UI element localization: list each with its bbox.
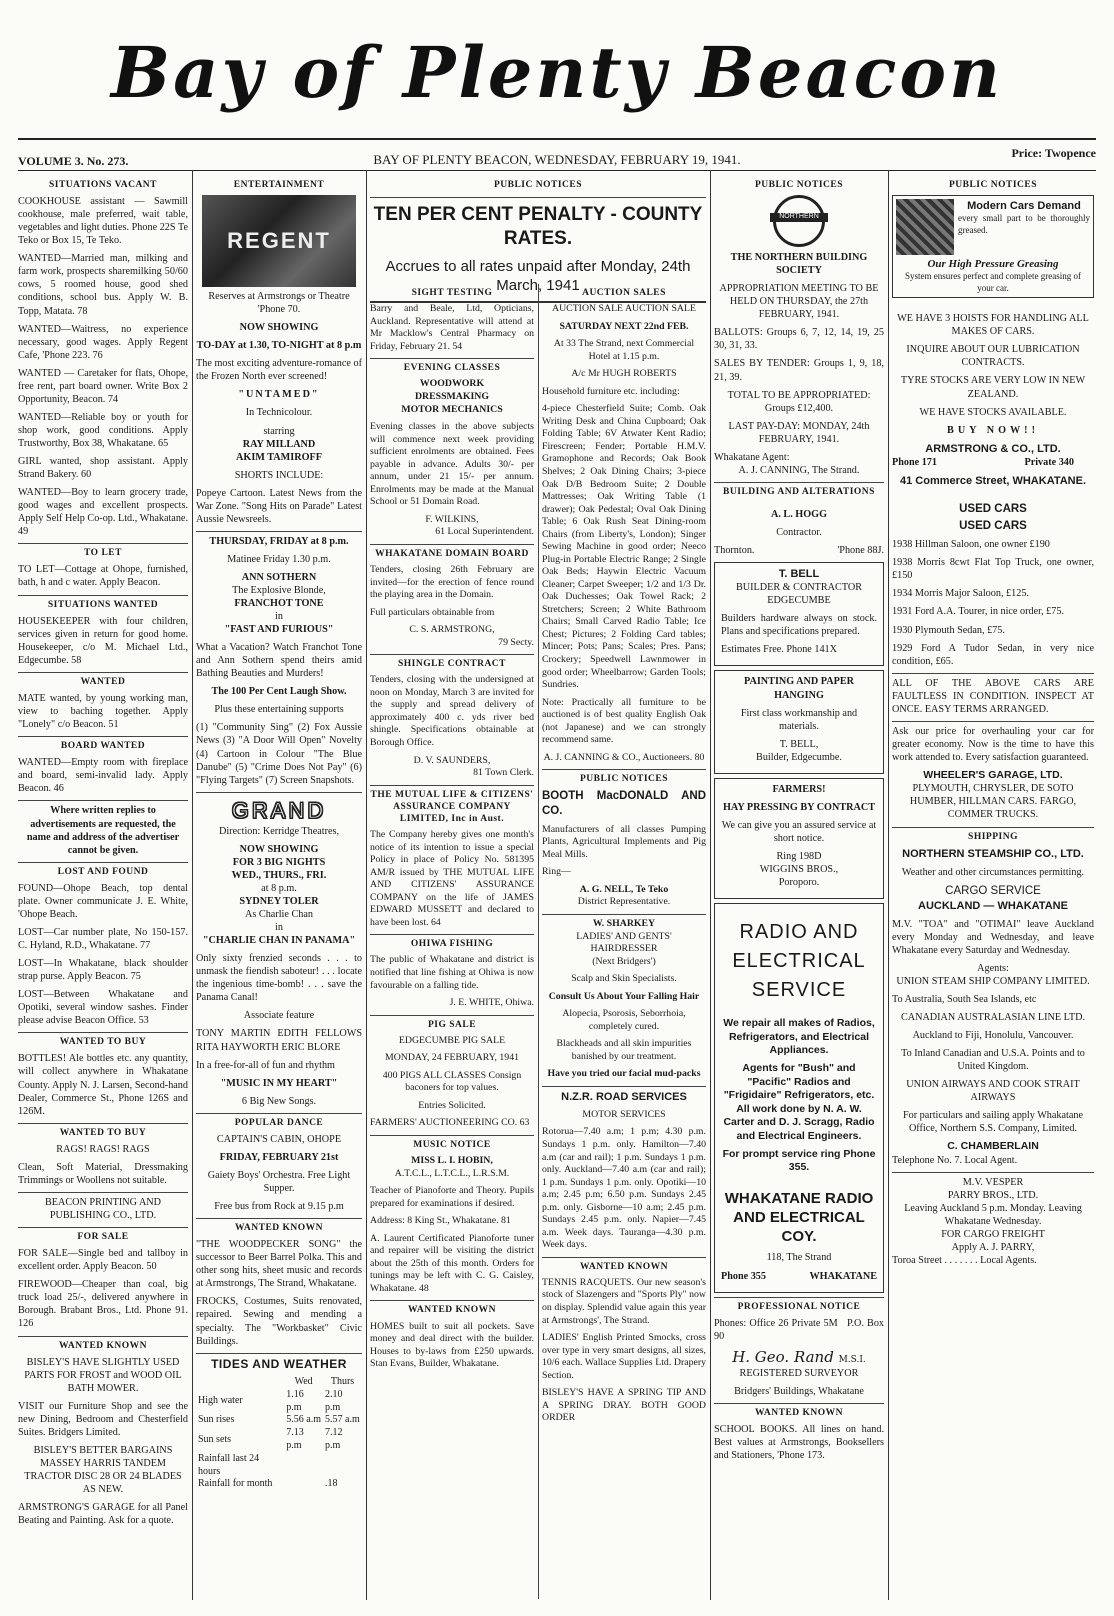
table-row: High water 1.16 p.m 2.10 p.m (198, 1388, 343, 1413)
ad-text: Weather and other circumstances permitting. (901, 866, 1085, 878)
classified-ad: WANTED—Empty room with fireplace and board, semi-invalid lady. Apply Beacon. 46 (18, 757, 188, 795)
classified-ad: FOR SALE—Single bed and tallboy in excellent order. Apply Beacon. 50 (18, 1248, 188, 1273)
notice-text: N.Z.R. ROAD SERVICES (542, 1086, 706, 1104)
notice-text: 61 Local Superintendent. (435, 526, 534, 538)
radio-service-ad: RADIO AND ELECTRICAL SERVICE We repair all makes of Radios, Refrigerators, and Electrical Appliances. Agents for "Bush" and "Pacific" Radios and "Frigidaire" Refrigerators, etc. All work done by N. A. W. Carter and D. J. Scragg, Radio and Electrical Engineers. For prompt service ring Phone 355. WHAKATANE RADIO AND ELECTRICAL COY. 118, The Strand Phone 355 WHAKATANE (714, 903, 884, 1292)
ad-text: Gaiety Boys' Orchestra. Free Light Supper. (207, 1169, 351, 1194)
classified-ad: BISLEY'S HAVE A SPRING TIP AND A SPRING DRAY. BOTH GOOD ORDER (542, 1387, 706, 1424)
table-row: Rainfall last 24 hours (198, 1452, 260, 1477)
ad-text: Popeye Cartoon. Latest News from the War Zone. "Song Hits on Parade" Latest Aussie Newsreels. (196, 487, 362, 525)
ad-text: in (275, 922, 283, 934)
regent-theatre-poster: REGENT (202, 195, 356, 287)
ad-text: WED., THURS., FRI. (231, 869, 327, 881)
section-heading: WANTED KNOWN (18, 1336, 188, 1352)
classified-ad: COOKHOUSE assistant — Sawmill cookhouse, male preferred, wait table, vegetables and light duties. Phone 22S Te Teko or Box 15, Te Teko. (18, 196, 188, 247)
notice-text: Contractor. (776, 527, 822, 539)
classified-ad: ARMSTRONG'S GARAGE for all Panel Beating and Painting. Ask for a quote. (18, 1502, 188, 1527)
section-heading: PUBLIC NOTICES (754, 180, 844, 190)
ad-text: The Explosive Blonde, (232, 585, 326, 596)
notice-text: Teacher of Pianoforte and Theory. Pupils prepared for examinations if desired. (370, 1185, 534, 1209)
ad-text: Only sixty frenzied seconds . . . to unmask the fiendish saboteur! . . . locate the ingenious time-bomb! . . . save the Panama Canal! (196, 953, 362, 1004)
ad-text: Telephone No. 7. Local Agent. (892, 1154, 1018, 1166)
car-listing: 1931 Ford A.A. Tourer, in nice order, £75. (892, 606, 1065, 618)
ad-text: The most exciting adventure-romance of the Frozen North ever screened! (196, 358, 362, 383)
section-heading: WANTED KNOWN (714, 1403, 884, 1419)
ad-text: As Charlie Chan (245, 909, 313, 921)
notice-text: C. S. ARMSTRONG, (409, 624, 495, 636)
grand-theatre-logo: GRAND (196, 792, 362, 825)
notice-text: A/c Mr HUGH ROBERTS (571, 368, 677, 380)
classified-ad: MATE wanted, by young working man, view to baching together. Apply "Lonely" c/o Beacon. 51 (18, 693, 188, 731)
section-heading: EVENING CLASSES (370, 358, 534, 374)
ad-text: M.V. "TOA" and "OTIMAI" leave Auckland every Monday and Wednesday, and leave Whakatane every Saturday and Wednesday. (892, 918, 1094, 956)
ad-text: Toroa Street . . . . . . . Local Agents. (892, 1255, 1037, 1267)
film-title: "FAST AND FURIOUS" (224, 624, 334, 636)
notice-text: BALLOTS: Groups 6, 7, 12, 14, 19, 25 30, 31, 33. (714, 327, 884, 352)
classified-ad: LOST—In Whakatane, black shoulder strap purse. Apply Beacon. 75 (18, 958, 188, 983)
ad-text: SHORTS INCLUDE: (234, 469, 324, 481)
table-row: Rainfall for month .18 (198, 1478, 338, 1490)
ad-text: TYRE STOCKS ARE VERY LOW IN NEW ZEALAND. (900, 375, 1086, 400)
notice-text: District Representative. (577, 896, 671, 908)
ad-text: FOR CARGO FREIGHT (941, 1228, 1045, 1240)
ad-text: INQUIRE ABOUT OUR LUBRICATION CONTRACTS. (906, 344, 1080, 369)
section-heading: WANTED KNOWN (542, 1257, 706, 1273)
ad-text: The 100 Per Cent Laugh Show. (211, 686, 347, 698)
classified-ad: LOST—Between Whakatane and Opotiki, several window sashes. Finder please advise Beacon Office. 53 (18, 989, 188, 1027)
ad-text: THURSDAY, FRIDAY at 8 p.m. (196, 531, 362, 548)
notice-text: D. V. SAUNDERS, (413, 754, 491, 766)
ad-text: To Australia, South Sea Islands, etc (892, 993, 1037, 1005)
section-heading: PROFESSIONAL NOTICE (714, 1297, 884, 1313)
notice-text: The public of Whakatane and district is notified that line fishing at Ohiwa is now favourable on a falling tide. (370, 954, 534, 991)
ad-text: WE HAVE 3 HOISTS FOR HANDLING ALL MAKES OF CARS. (897, 313, 1089, 338)
section-heading: TO LET (18, 543, 188, 559)
ad-text: ANN SOTHERN (241, 571, 317, 583)
column-divider (366, 170, 367, 1600)
ad-text: ALL OF THE ABOVE CARS ARE FAULTLESS IN CONDITION. INSPECT AT ONCE. EASY TERMS ARRANGED. (892, 673, 1094, 716)
notice-text: (Next Bridgers') (592, 955, 656, 967)
ad-text: Matinee Friday 1.30 p.m. (227, 553, 331, 565)
notice-text: Entries Solicited. (418, 1099, 486, 1111)
notice-text: Bridgers' Buildings, Whakatane (734, 1386, 864, 1398)
car-listing: 1930 Plymouth Sedan, £75. (892, 624, 1005, 636)
ad-text: UNION AIRWAYS AND COOK STRAIT AIRWAYS (906, 1079, 1080, 1104)
notice-text: Note: Practically all furniture to be auctioned is of best quality English Oak (not Japanese) and we can strongly recommend same. (542, 696, 706, 746)
newspaper-title: Bay of Plenty Beacon (110, 31, 1004, 114)
notice-text: Barry and Beale, Ltd, Opticians, Auckland. Representative will attend at Mr Macklow's Central Pharmacy on Friday, February 21. 54 (370, 303, 534, 352)
ad-text: (1) "Community Sing" (2) Fox Aussie News (3) "A Door Will Open" Novelty (4) Cartoon in Colour "The Blue Danube" (5) "Crime Does Not Pay" (6) "Flying Targets" (7) Screen Snapshots. (196, 722, 362, 786)
column-divider (888, 170, 889, 1600)
notice-text: EDGECUMBE PIG SALE (398, 1034, 506, 1046)
notice-text: REGISTERED SURVEYOR (739, 1367, 859, 1379)
ad-text: starring (263, 425, 295, 437)
notice-text: WOODWORK (419, 378, 485, 390)
ad-text: FRIDAY, FEBRUARY 21st (219, 1151, 339, 1163)
classified-ad: HOUSEKEEPER with four children, services given in return for good home. Housekeeper, c/o M. Michael Ltd., Edgecumbe. 58 (18, 615, 188, 666)
ad-text: TO-DAY at 1.30, TO-NIGHT at 8 p.m (196, 340, 362, 352)
rates-subheadline: Accrues to all rates unpaid after Monday, 24th March, 1941 (370, 257, 706, 303)
ad-text: In a free-for-all of fun and rhythm (196, 1059, 335, 1071)
ad-text: SYDNEY TOLER (239, 896, 319, 908)
rates-headline: TEN PER CENT PENALTY - COUNTY RATES. (370, 197, 706, 251)
notice-text: 4-piece Chesterfield Suite; Comb. Oak Writing Desk and China Cupboard; Oak Folding Table; 6V Atwater Kent Radio; Firescreen; Fender; Portable H.M.V. Gramophone and Records; Oak Book Shelves; 2 Oak Dining Chairs; 3-piece Oak D/B Bedroom Suite; 2 Double Mattresses; Oak Writing Table (1 drawer); Oak Pedestal; Oval Oak Dining Table; 6 Oak Rush Seat Dining-room Chairs (from Liberty's, London); Singer Sewing Machine in good order; Neeco Plug-in Portable Electric Range; 2 Single Oak Beds; Haywin Electric Vacuum Cleaner; Carpet Sweeper; 1/2 and 1/3 Dr. Oak Duchesses; Oak Towel Rack; 2 Stretchers; Screen; 2 White Bathroom Chairs; Small Carved Radio Table; Ice Chest; Pictures; 2 Folding Card tables; Mincer; Pots; Pans; Scales; Pres. Pans; Crockery; Speedwell Lawnmower in good order; Wheelbarrow; Garden Tools; Sundries. (542, 403, 706, 691)
classified-ad: FOUND—Ohope Beach, top dental plate. Owner communicate J. E. White, 'Ohope Beach. (18, 882, 188, 920)
column-divider (192, 170, 193, 1600)
notice-text: A. Laurent Certificated Pianoforte tuner and repairer will be visiting the district about the 25th of this month. Orders for tunings may be left with C. G. Caisley, Whakatane. 48 (370, 1232, 534, 1294)
ad-text: M.V. VESPER (892, 1172, 1094, 1189)
section-heading: SITUATIONS VACANT (48, 180, 158, 190)
ad-text: in (275, 611, 283, 623)
ad-text: To Inland Canadian and U.S.A. Points and to United Kingdom. (901, 1047, 1085, 1073)
car-listing: 1938 Hillman Saloon, one owner £190 (892, 539, 1050, 551)
ad-text: WHEELER'S GARAGE, LTD. (923, 768, 1063, 781)
car-listing: 1938 Morris 8cwt Flat Top Truck, one owner, £150 (892, 557, 1094, 582)
ad-text: TONY MARTIN EDITH FELLOWS RITA HAYWORTH ERIC BLORE (196, 1028, 362, 1053)
ad-text: RAY MILLAND (242, 438, 316, 450)
tides-table (196, 1376, 362, 1491)
ad-text: at 8 p.m. (261, 883, 297, 894)
section-heading: OHIWA FISHING (370, 934, 534, 950)
ad-text: NOW SHOWING (239, 322, 319, 334)
notice-text: F. WILKINS, (425, 513, 479, 525)
classified-ad: FROCKS, Costumes, Suits renovated, repaired. Sewing and mending a specialty. The "Workbasket" Civic Buildings. (196, 1296, 362, 1347)
classified-ad: BISLEY'S BETTER BARGAINS MASSEY HARRIS TANDEM TRACTOR DISC 28 OR 24 BLADES AS NEW. (24, 1444, 182, 1496)
ad-text: Ask our price for overhauling your car for greater economy. Now is the time to have this work attended to. Every satisfaction guaranteed. (892, 721, 1094, 764)
section-heading: FOR SALE (18, 1227, 188, 1243)
northern-logo-icon: NORTHERN (773, 195, 825, 247)
notice-text: Ring— (542, 866, 571, 878)
notice-text: 79 Secty. (498, 636, 534, 648)
notice-text: J. E. WHITE, Ohiwa. (449, 997, 534, 1009)
ad-text: CAPTAIN'S CABIN, OHOPE (216, 1133, 342, 1145)
ad-text: PLYMOUTH, CHRYSLER, DE SOTO HUMBER, HILLMAN CARS. FARGO, COMMER TRUCKS. (909, 783, 1077, 821)
public-notices-left (370, 284, 534, 1599)
ad-text: CANADIAN AUSTRALASIAN LINE LTD. (900, 1011, 1086, 1023)
greasing-ad: Modern Cars Demand every small part to be thoroughly greased. Our High Pressure Greasing System ensures perfect and complete greasing of your car. (892, 195, 1094, 298)
column-motors-shipping: PUBLIC NOTICES Modern Cars Demand every small part to be thoroughly greased. Our High Pressure Greasing System ensures perfect and complete greasing of your car. WE HAVE 3 HOISTS FOR HANDLING ALL MAKES OF CARS. INQUIRE ABOUT OUR LUBRICATION CONTRACTS. TYRE STOCKS ARE VERY LOW IN NEW ZEALAND. WE HAVE STOCKS AVAILABLE. BUY NOW!! ARMSTRONG & CO., LTD. Phone 171 Private 340 41 Commerce Street, WHAKATANE. USED CARS USED CARS 1938 Hillman Saloon, one owner £190 1938 Morris 8cwt Flat Top Truck, one owner, £150 1934 Morris Major Saloon, £125. 1931 Ford A.A. Tourer, in nice order, £75. 1930 Plymouth Sedan, £75. 1929 Ford A Tudor Sedan, in very nice condition, £65. ALL OF THE ABOVE CARS ARE FAULTLESS IN CONDITION. INSPECT AT ONCE. EASY TERMS ARRANGED. Ask our price for overhauling your car for greater economy. Now is the time to have this work attended to. Every satisfaction guaranteed. WHEELER'S GARAGE, LTD. PLYMOUTH, CHRYSLER, DE SOTO HUMBER, HILLMAN CARS. FARGO, COMMER TRUCKS. SHIPPING NORTHERN STEAMSHIP CO., LTD. Weather and other circumstances permitting. CARGO SERVICE AUCKLAND — WHAKATANE M.V. "TOA" and "OTIMAI" leave Auckland every Monday and Wednesday, and leave Whakatane every Saturday and Wednesday. Agents: UNION STEAM SHIP COMPANY LIMITED. To Australia, South Sea Islands, etc CANADIAN AUSTRALASIAN LINE LTD. Auckland to Fiji, Honolulu, Vancouver. To Inland Canadian and U.S.A. Points and to United Kingdom. UNION AIRWAYS AND COOK STRAIT AIRWAYS For particulars and sailing apply Whakatane Office, Northern S.S. Company, Limited. C. CHAMBERLAIN Telephone No. 7. Local Agent. M.V. VESPER PARRY BROS., LTD. Leaving Auckland 5 p.m. Monday. Leaving Whakatane Wednesday. FOR CARGO FREIGHT Apply A. J. PARRY, Toroa Street . . . . . . . Local Agents. (892, 176, 1094, 1601)
notice-text: W. SHARKEY (542, 914, 706, 931)
classified-ad: WANTED—Boy to learn grocery trade, good wages and excellent prospects. Apply Self Help Co-op. Ltd., Whakatane. 49 (18, 487, 188, 538)
ad-text: Associate feature (243, 1010, 315, 1022)
dateline (18, 146, 1096, 168)
ad-text: 6 Big New Songs. (241, 1095, 317, 1107)
classified-ad: WANTED—Waitress, no experience necessary, good wages. Apply Regent Cafe, 'Phone 223. 76 (18, 323, 188, 361)
classified-ad: "THE WOODPECKER SONG" the successor to Beer Barrel Polka. This and other song hits, sheet music and records at Armstrongs, The Strand, Whakatane. (196, 1239, 362, 1290)
classified-ad: HOMES built to suit all pockets. Save money and deal direct with the builder. Houses to by-laws from £250 upwards. Stan Evans, Builder, Whakatane. (370, 1320, 534, 1370)
notice-text: FARMERS' AUCTIONEERING CO. 63 (370, 1117, 530, 1129)
ad-text: Apply A. J. PARRY, (951, 1241, 1035, 1253)
ad-text: 41 Commerce Street, WHAKATANE. (899, 474, 1087, 487)
column-classifieds (18, 176, 188, 1601)
section-heading: ENTERTAINMENT (233, 180, 325, 190)
ad-text: AUCKLAND — WHAKATANE (918, 899, 1068, 912)
notice-text: MONDAY, 24 FEBRUARY, 1941 (384, 1052, 520, 1064)
classified-ad: WANTED—Reliable boy or youth for shop work, good conditions. Apply Trustworthy, Box 38, Whakatane. 65 (18, 411, 188, 449)
ad-text: NORTHERN STEAMSHIP CO., LTD. (902, 847, 1084, 860)
section-heading: WANTED TO BUY (18, 1123, 188, 1139)
notice-text: The Company hereby gives one month's notice of its intention to issue a special Policy in place of Policy No. 581395 AM/R issued by THE MUTUAL LIFE AND CITIZENS' ASSURANCE COMPANY on the life of JAMES EDWARD MUSSETT and declared to have been lost. 64 (370, 829, 534, 928)
ad-text: PARRY BROS., LTD. (947, 1189, 1039, 1201)
notice-text: LAST PAY-DAY: MONDAY, 24th FEBRUARY, 1941. (728, 420, 870, 445)
table-row: Sun sets 7.13 p.m 7.12 p.m (198, 1427, 343, 1451)
volume-number: VOLUME 3. No. 273. (18, 154, 129, 168)
ad-text: Direction: Kerridge Theatres, (218, 825, 340, 837)
ad-text: Reserves at Armstrongs or Theatre 'Phone 70. (208, 291, 350, 316)
notice-text: Full particulars obtainable from (370, 606, 495, 618)
section-heading: POPULAR DANCE (196, 1113, 362, 1129)
notice-text: Phones: Office 26 Private 5M P.O. Box 90 (714, 1317, 884, 1342)
notice-text: TOTAL TO BE APPROPRIATED: Groups £12,400. (727, 389, 871, 414)
film-title: "CHARLIE CHAN IN PANAMA" (202, 935, 356, 947)
notice-text: At 33 The Strand, next Commercial Hotel at 1.15 p.m. (553, 338, 695, 362)
notice-text: THE NORTHERN BUILDING SOCIETY (730, 252, 868, 277)
notice-text: A. J. CANNING & CO., Auctioneers. 80 (543, 751, 705, 763)
notice-text: Consult Us About Your Falling Hair (548, 990, 700, 1002)
issue-date: BAY OF PLENTY BEACON, WEDNESDAY, FEBRUARY 19, 1941. (373, 152, 741, 167)
classified-ad: TENNIS RACQUETS. Our new season's stock of Slazengers and "Sports Ply" now on display. Splendid value again this year at Armstrongs', The Strand. (542, 1276, 706, 1326)
classified-ad: FIREWOOD—Cheaper than coal, big truck load 25/-, delivered anywhere in Borough. Brabant Bros., Ltd. Phone 91. 126 (18, 1279, 188, 1330)
notice-text: A.T.C.L., L.T.C.L., L.R.S.M. (394, 1167, 510, 1179)
film-title: "MUSIC IN MY HEART" (220, 1077, 338, 1089)
section-heading: WHAKATANE DOMAIN BOARD (370, 544, 534, 560)
masthead (20, 10, 1094, 135)
classified-ad: SCHOOL BOOKS. All lines on hand. Best values at Armstrongs, Booksellers and Stationers, 'Phone 173. (714, 1424, 884, 1462)
notice-text: DRESSMAKING (414, 390, 490, 402)
notice-text: MISS L. I. HOBIN, (411, 1155, 493, 1167)
section-heading: BUILDING AND ALTERATIONS (714, 482, 884, 498)
ad-text: USED CARS (959, 502, 1027, 515)
notice-text: Whakatane Agent: (714, 451, 790, 463)
price: Price: Twopence (1011, 146, 1096, 160)
column-entertainment (196, 176, 362, 1601)
table-row: Sun rises 5.56 a.m 5.57 a.m (198, 1414, 360, 1426)
section-heading: MUSIC NOTICE (370, 1135, 534, 1151)
section-heading: SHINGLE CONTRACT (370, 654, 534, 670)
section-heading: BOARD WANTED (18, 736, 188, 752)
notice-text: Tenders, closing 26th February are invited—for the erection of fence round the playing area in the Domain. (370, 563, 534, 601)
ad-text: UNION STEAM SHIP COMPANY LIMITED. (896, 975, 1090, 987)
notice-text: BOOTH MacDONALD AND CO. (542, 790, 706, 818)
notice-text: Address: 8 King St., Whakatane. 81 (370, 1215, 511, 1227)
notice-text: A. G. NELL, Te Teko (579, 883, 669, 895)
notice-text: Evening classes in the above subjects will commence next week providing sufficient enrolments are obtained. Fees payable in advance. Adults 30/- per annum, under 21 15/- per annum. Enrolments may be made at the Manual School or 51 Domain Road. (370, 421, 534, 508)
surveyor-name: H. Geo. Rand M.S.I. (732, 1347, 866, 1366)
notice-text: A. J. CANNING, The Strand. (738, 464, 860, 476)
section-heading: PUBLIC NOTICES (948, 180, 1038, 190)
notice-text: APPROPRIATION MEETING TO BE HELD ON THURSDAY, the 27th FEBRUARY, 1941. (719, 283, 879, 321)
tides-col-header: Thurs (330, 1375, 355, 1387)
notice-text: AUCTION SALE AUCTION SALE (552, 303, 696, 315)
notice-text: Have you tried our facial mud-packs (547, 1068, 701, 1080)
notice-text: Manufacturers of all classes Pumping Plants, Agricultural Implements and Pig Meal Mills. (542, 823, 706, 860)
section-heading: PUBLIC NOTICES (493, 180, 583, 190)
notice-text: Scalp and Skin Specialists. (571, 973, 677, 985)
notice-text: Thornton. 'Phone 88J. (714, 545, 884, 557)
classified-ad: BISLEY'S HAVE SLIGHTLY USED PARTS FOR FROST and WOOD OIL BATH MOWER. (24, 1356, 182, 1394)
classified-ad: BEACON PRINTING AND PUBLISHING CO., LTD. (18, 1192, 188, 1222)
notice-box: Where written replies to advertisements are requested, the name and address of the advertiser cannot be given. (18, 800, 188, 856)
section-heading: WANTED (18, 672, 188, 688)
section-heading: PIG SALE (370, 1015, 534, 1031)
classified-ad: RAGS! RAGS! RAGS (56, 1143, 150, 1155)
tides-col-header: Wed (294, 1375, 313, 1387)
classified-ad: TO LET—Cottage at Ohope, furnished, bath, h and c water. Apply Beacon. (18, 564, 188, 589)
section-heading: TIDES AND WEATHER (196, 1353, 362, 1372)
ad-text: C. CHAMBERLAIN (947, 1140, 1039, 1153)
ad-text: BUY NOW!! (947, 424, 1039, 436)
ad-text: In Technicolour. (245, 407, 313, 419)
column-divider (710, 170, 711, 1600)
column-public-notices (370, 176, 706, 1601)
section-heading: WANTED KNOWN (196, 1218, 362, 1234)
painting-ad: PAINTING AND PAPER HANGING First class workmanship and materials. T. BELL, Builder, Edgecumbe. (714, 670, 884, 773)
notice-text: SATURDAY NEXT 22nd FEB. (559, 320, 689, 332)
car-listing: 1929 Ford A Tudor Sedan, in very nice condition, £65. (892, 642, 1094, 667)
classified-ad: LADIES' English Printed Smocks, cross over type in very smart designs, all sizes, 10/6 each. Wallace Supplies Ltd. Drapery Section. (542, 1332, 706, 1381)
classified-ad: Clean, Soft Material, Dressmaking Trimmings or Woollens not suitable. (18, 1161, 188, 1186)
notice-text: MOTOR MECHANICS (401, 403, 503, 415)
ad-text: Leaving Auckland 5 p.m. Monday. Leaving Whakatane Wednesday. (904, 1202, 1082, 1227)
classified-ad: BOTTLES! Ale bottles etc. any quantity, will collect anywhere in Whakatane County. Apply N. J. Larsen, Second-hand Dealer, Commerce St., Phone 126S and 126M. (18, 1053, 188, 1117)
notice-text: LADIES' AND GENTS' HAIRDRESSER (576, 930, 672, 955)
notice-text: Alopecia, Psorosis, Seborrhoia, completely cured. (562, 1008, 686, 1032)
notice-text: Tenders, closing with the undersigned at noon on Monday, March 3 are invited for the supply and spread delivery of approximately 400 c. yds river bed shingle. Specifications obtainable at Borough Office. (370, 674, 534, 748)
notice-text: SALES BY TENDER: Groups 1, 9, 18, 21, 39. (714, 358, 884, 383)
classified-ad: WANTED — Caretaker for flats, Ohope, free rent, part board owner. Write Box 2 Opportunity, Beacon. 74 (18, 367, 188, 405)
ad-text: USED CARS (959, 519, 1027, 532)
notice-text: 81 Town Clerk. (473, 767, 534, 779)
classified-ad: WANTED—Married man, milking and farm work, prospects sharemilking 50/60 cows, 5 roomed house, good shed conditions, school bus. Apply W. B. Topp, Matata. 78 (18, 253, 188, 317)
masthead-rule (18, 138, 1096, 140)
section-heading: AUCTION SALES (582, 288, 666, 298)
notice-text: A. L. HOGG (770, 509, 828, 521)
section-heading: THE MUTUAL LIFE & CITIZENS' ASSURANCE COMPANY LIMITED, Inc in Aust. (370, 785, 534, 825)
ad-text: For particulars and sailing apply Whakatane Office, Northern S.S. Company, Limited. (902, 1110, 1084, 1135)
public-notices-right (542, 284, 706, 1599)
section-heading: SHIPPING (892, 827, 1094, 843)
ad-text: FRANCHOT TONE (234, 598, 324, 610)
car-listing: 1934 Morris Major Saloon, £125. (892, 588, 1029, 600)
notice-text: Household furniture etc. including: (542, 385, 680, 397)
subcolumn-divider (538, 284, 539, 1599)
bell-ad: T. BELL BUILDER & CONTRACTOR EDGECUMBE Builders hardware always on stock. Plans and specifications prepared. Estimates Free. Phone 141X (714, 562, 884, 666)
section-heading: LOST AND FOUND (18, 862, 188, 878)
section-heading: PUBLIC NOTICES (542, 769, 706, 785)
section-heading: WANTED TO BUY (18, 1032, 188, 1048)
column-notices-4 (714, 176, 884, 1601)
ad-text: Free bus from Rock at 9.15 p.m (214, 1201, 344, 1213)
car-illustration-icon (896, 199, 954, 255)
ad-text: CARGO SERVICE (945, 884, 1041, 897)
ad-text: NOW SHOWING (239, 843, 319, 855)
ad-text: Plus these entertaining supports (214, 704, 344, 716)
notice-text: Blackheads and all skin impurities banished by our treatment. (556, 1038, 692, 1062)
ad-text: Auckland to Fiji, Honolulu, Vancouver. (912, 1029, 1074, 1041)
dateline-rule (18, 170, 1096, 171)
notice-text: 400 PIGS ALL CLASSES Consign baconers for top values. (382, 1069, 522, 1094)
notice-text: MOTOR SERVICES (582, 1108, 666, 1120)
section-heading: WANTED KNOWN (370, 1300, 534, 1316)
classified-ad: GIRL wanted, shop assistant. Apply Strand Bakery. 60 (18, 456, 188, 481)
section-heading: SIGHT TESTING (411, 288, 493, 298)
film-title: "UNTAMED" (238, 389, 320, 401)
notice-text: Rotorua—7.40 a.m; 1 p.m; 4.30 p.m. Sundays 1 p.m. only. Hamilton—7.40 a.m (car and rail); 1 p.m. Sundays 1 p.m. only. Auckland—7.40 a.m (car and rail); 1 p.m. Sundays 1 p.m. only. Opotiki—10 a.m; 2.45 p.m; 6.50 p.m. Sundays 2.45 p.m. only. Gisborne—10 a.m; 2.45 p.m. Sundays 2.45 p.m. only. Napier—7.45 a.m. Week days. Tauranga—4.30 p.m. Week days. (542, 1126, 706, 1251)
ad-text: Agents: (977, 962, 1009, 974)
ad-text: AKIM TAMIROFF (236, 451, 322, 463)
ad-text: WE HAVE STOCKS AVAILABLE. (919, 406, 1067, 418)
section-heading: SITUATIONS WANTED (18, 595, 188, 611)
classified-ad: LOST—Car number plate, No 150-157. C. Hyland, R.D., Whakatane. 77 (18, 926, 188, 951)
hay-pressing-ad: FARMERS! HAY PRESSING BY CONTRACT We can give you an assured service at short notice. Ring 198D WIGGINS BROS., Poroporo. (714, 778, 884, 899)
ad-text: FOR 3 BIG NIGHTS (232, 856, 326, 868)
ad-text: ARMSTRONG & CO., LTD. (925, 442, 1061, 455)
ad-text: What a Vacation? Watch Franchot Tone and Ann Sothern spend theirs amid Bathing Beauties and Murders! (196, 642, 362, 680)
classified-ad: VISIT our Furniture Shop and see the new Dining, Bedroom and Chesterfield Suites. Bridgers Limited. (18, 1400, 188, 1438)
